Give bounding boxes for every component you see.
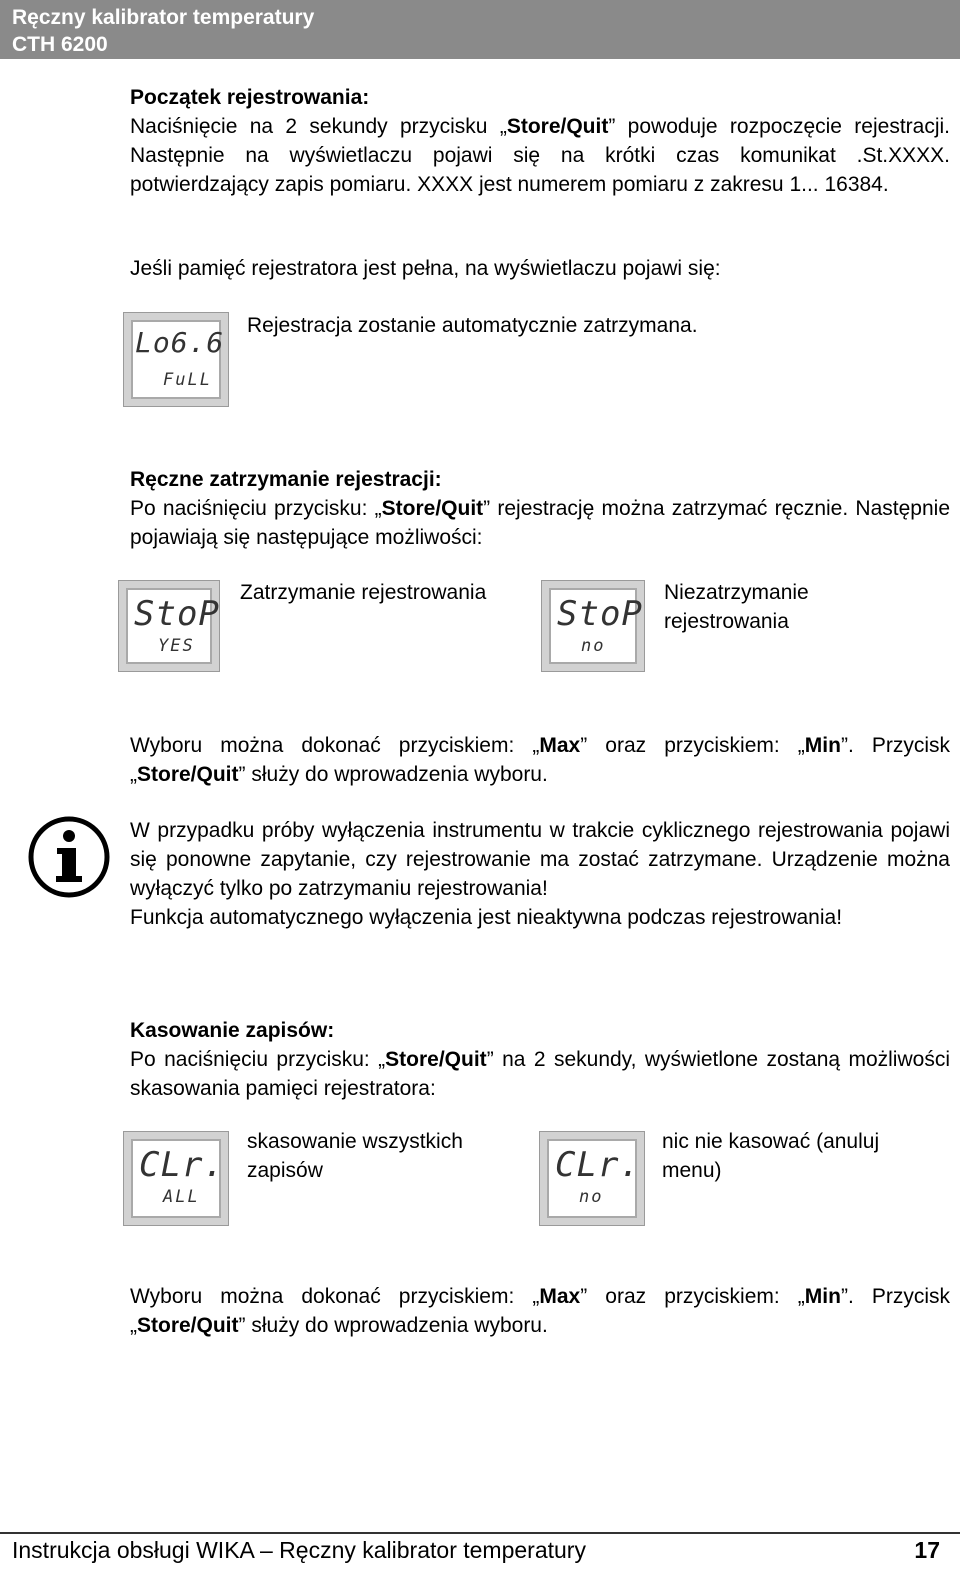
- lcd-sub-text: no: [579, 1187, 604, 1207]
- header-title: Ręczny kalibrator temperatury: [12, 6, 315, 29]
- key-name: Store/Quit: [506, 115, 609, 138]
- text: Po naciśnięciu przycisku: „: [130, 497, 382, 520]
- lcd-main-text: CLr.: [555, 1145, 641, 1185]
- text: Naciśnięcie na 2 sekundy przycisku „: [130, 115, 507, 138]
- lcd-sub-text: FuLL: [163, 370, 212, 390]
- paragraph: [130, 494, 950, 552]
- text: ” na 2 sekundy, wyświetlone zostaną możliwości skasowania pamięci rejestratora:: [130, 1048, 950, 1100]
- key-name: Store/Quit: [137, 763, 239, 786]
- caption: Niezatrzymanie rejestrowania: [664, 581, 809, 633]
- lcd-sub-text: YES: [158, 636, 195, 656]
- text: ”. Przycisk „: [130, 734, 951, 786]
- text: Po naciśnięciu przycisku: „: [130, 1048, 386, 1071]
- key-name: Min: [804, 734, 841, 757]
- caption: Zatrzymanie rejestrowania: [240, 581, 487, 604]
- text: ” oraz przyciskiem: „: [580, 734, 805, 757]
- paragraph: [130, 112, 950, 199]
- choice-paragraph: [130, 1282, 950, 1340]
- lcd-sub-text: ALL: [163, 1187, 200, 1207]
- page-number: 17: [914, 1537, 940, 1563]
- lcd-display-clear-no: [539, 1131, 645, 1226]
- text: ” służy do wprowadzenia wyboru.: [238, 763, 548, 786]
- lcd-main-text: Lo6.6: [135, 326, 225, 359]
- text: ” oraz przyciskiem: „: [580, 1285, 805, 1308]
- section-title: Początek rejestrowania:: [130, 86, 370, 109]
- key-name: Max: [539, 734, 581, 757]
- header-model: CTH 6200: [12, 33, 108, 56]
- caption: skasowanie wszystkich zapisów: [247, 1130, 463, 1182]
- text: Wyboru można dokonać przyciskiem: „: [130, 1285, 540, 1308]
- key-name: Store/Quit: [381, 497, 484, 520]
- choice-paragraph: [130, 731, 950, 789]
- text: ” powoduje rozpoczęcie rejestracji. Następnie na wyświetlaczu pojawi się na krótki czas komunikat .St.XXXX. potwierdzający zapis pomiaru. XXXX jest numerem pomiaru z zakresu 1... 16384.: [130, 115, 950, 196]
- text: W przypadku próby wyłączenia instrumentu w trakcie cyklicznego rejestrowania pojawi się ponowne zapytanie, czy rejestrowanie ma zostać zatrzymane. Urządzenie można wyłączyć tylko po zatrzymaniu rejestrowania!: [130, 819, 950, 900]
- lcd-sub-text: no: [581, 636, 606, 656]
- text: ” służy do wprowadzenia wyboru.: [238, 1314, 548, 1337]
- lcd-main-text: StoP: [134, 594, 220, 634]
- lcd-display-stop-yes: [118, 580, 220, 672]
- key-name: Store/Quit: [385, 1048, 487, 1071]
- section-manual-stop: [130, 465, 950, 552]
- footer-text: Instrukcja obsługi WIKA – Ręczny kalibrator temperatury: [12, 1537, 586, 1563]
- section-clear-records: [130, 1016, 950, 1103]
- text: ” rejestrację można zatrzymać ręcznie. Następnie pojawiają się następujące możliwości:: [130, 497, 950, 549]
- lcd-display-clear-all: [123, 1131, 229, 1226]
- caption: Rejestracja zostanie automatycznie zatrzymana.: [247, 314, 698, 337]
- text: ”. Przycisk „: [130, 1285, 951, 1337]
- page-header: [0, 0, 960, 59]
- info-icon: [27, 815, 111, 899]
- lcd-display-full: [123, 312, 229, 407]
- lcd-display-stop-no: [541, 580, 645, 672]
- text: Wyboru można dokonać przyciskiem: „: [130, 734, 540, 757]
- caption: nic nie kasować (anuluj menu): [662, 1130, 880, 1182]
- section-title: Kasowanie zapisów:: [130, 1019, 335, 1042]
- key-name: Max: [539, 1285, 581, 1308]
- lcd-main-text: StoP: [557, 594, 643, 634]
- paragraph: Jeśli pamięć rejestratora jest pełna, na wyświetlaczu pojawi się:: [130, 257, 721, 280]
- section-title: Ręczne zatrzymanie rejestracji:: [130, 468, 442, 491]
- key-name: Min: [804, 1285, 841, 1308]
- section-start-recording: [130, 83, 950, 199]
- info-paragraph: [130, 816, 950, 932]
- paragraph: [130, 1045, 950, 1103]
- text: Funkcja automatycznego wyłączenia jest nieaktywna podczas rejestrowania!: [130, 906, 843, 929]
- key-name: Store/Quit: [137, 1314, 239, 1337]
- lcd-main-text: CLr.: [139, 1145, 225, 1185]
